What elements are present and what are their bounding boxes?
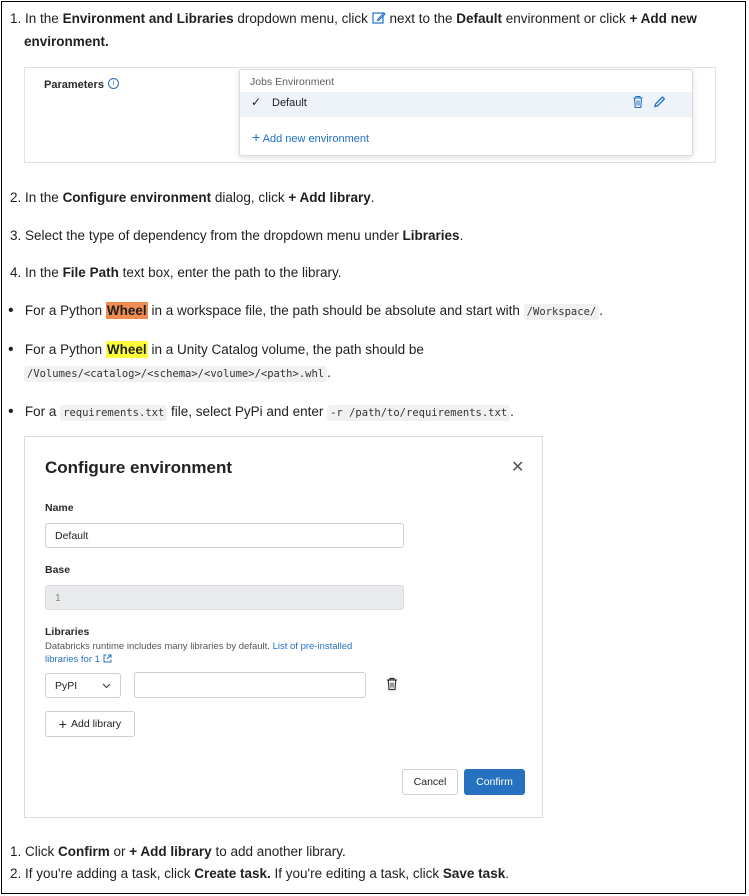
preinstalled-libraries-link[interactable]: List of pre-installed	[272, 641, 353, 652]
trash-icon[interactable]	[632, 95, 644, 114]
dropdown-header: Jobs Environment	[250, 76, 335, 88]
pencil-icon[interactable]	[653, 95, 666, 114]
check-icon: ✓	[251, 95, 262, 109]
dropdown-item-default[interactable]	[240, 92, 692, 117]
library-path-input[interactable]	[134, 672, 366, 698]
dialog-title: Configure environment	[45, 458, 233, 477]
step-4: 4. In the File Path text box, enter the path to the library.	[10, 265, 342, 280]
name-input[interactable]: Default	[45, 523, 404, 548]
name-label: Name	[45, 502, 74, 514]
bullet-workspace-wheel: • For a Python Wheel in a workspace file, the path should be absolute and start with /Workspace/ .	[8, 302, 603, 319]
libraries-label: Libraries	[45, 626, 90, 638]
bullet-volume-wheel: • For a Python Wheel in a Unity Catalog volume, the path should be	[8, 341, 424, 358]
base-input: 1	[45, 585, 404, 610]
trash-icon[interactable]	[386, 677, 398, 696]
bullet-requirements: • For a requirements.txt file, select PyPi and enter -r /path/to/requirements.txt .	[8, 403, 514, 420]
source-select[interactable]: PyPI	[45, 673, 121, 698]
add-new-environment-button[interactable]: + Add new environment	[252, 129, 370, 145]
close-icon[interactable]: ✕	[511, 459, 525, 476]
final-step-1: 1. Click Confirm or + Add library to add another library.	[10, 844, 346, 859]
libraries-help: Databricks runtime includes many libraries by default. List of pre-installed libraries for 1	[45, 641, 353, 665]
confirm-button[interactable]: Confirm	[464, 769, 525, 795]
preinstalled-libraries-link-cont[interactable]: libraries for 1	[45, 654, 100, 665]
parameters-label: Parameters	[44, 79, 104, 91]
external-link-icon	[103, 654, 112, 667]
plus-icon: +	[252, 129, 261, 145]
step-1-line-2: environment.	[24, 34, 109, 49]
plus-icon: +	[58, 716, 67, 732]
add-library-button[interactable]: + Add library	[45, 711, 135, 737]
step-2: 2. In the Configure environment dialog, click + Add library.	[10, 190, 375, 205]
base-label: Base	[45, 564, 71, 576]
step-1-line-1: 1. In the Environment and Libraries dropdown menu, click next to the Default environment or click + Add new	[10, 10, 697, 30]
bullet-volume-path: /Volumes/<catalog>/<schema>/<volume>/<path>.whl .	[24, 364, 331, 383]
environment-dropdown	[239, 69, 693, 156]
cancel-button[interactable]: Cancel	[402, 769, 458, 795]
configure-environment-dialog	[24, 436, 543, 818]
chevron-down-icon	[102, 680, 111, 692]
default-item-label: Default	[272, 97, 307, 109]
info-icon[interactable]: i	[108, 78, 119, 89]
edit-icon[interactable]	[372, 11, 386, 30]
final-step-2: 2. If you're adding a task, click Create task. If you're editing a task, click Save task.	[10, 866, 509, 881]
environment-dropdown-screenshot	[24, 67, 716, 163]
step-3: 3. Select the type of dependency from the dropdown menu under Libraries.	[10, 228, 464, 243]
